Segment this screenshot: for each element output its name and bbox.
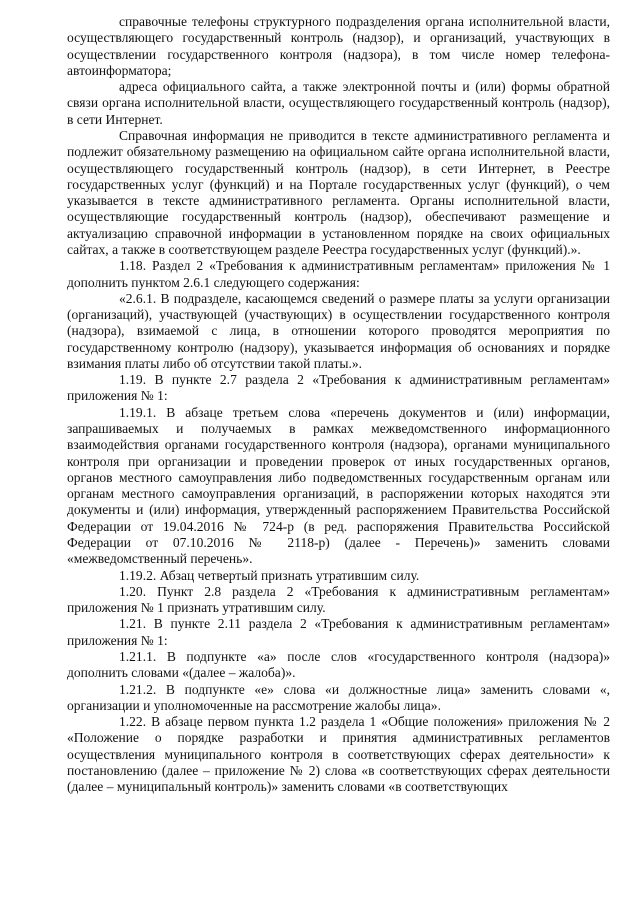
paragraph-1-20: 1.20. Пункт 2.8 раздела 2 «Требования к административным регламентам» приложения № 1 признать утратившим силу.: [67, 583, 610, 616]
paragraph-1-21: 1.21. В пункте 2.11 раздела 2 «Требования к административным регламентам» приложения № 1:: [67, 616, 610, 648]
paragraph-1-22: 1.22. В абзаце первом пункта 1.2 раздела 1 «Общие положения» приложения № 2 «Положение о порядке разработки и принятия административных регламентов осуществления муниципального контроля в соответствующих сферах деятельности» к постановлению (далее – приложение № 2) слова «в соответствующих сферах деятельности (далее – муниципальный контроль)» заменить словами «в соответствующих: [67, 714, 610, 795]
paragraph-reference-information: Справочная информация не приводится в тексте административного регламента и подлежит обязательному размещению на официальном сайте органа исполнительной власти, осуществляющего государственный контроль (надзор), в сети Интернет, в Реестре государственных услуг (функций) и на Портале государственных услуг (функций), о чем указывается в тексте административного регламента. Органы исполнительной власти, осуществляющие государственный контроль (надзор), обеспечивают размещение и актуализацию справочной информации в установленном порядке на своих официальных сайтах, а также в соответствующем разделе Реестра государственных услуг (функций).».: [67, 127, 610, 257]
paragraph-1-21-2: 1.21.2. В подпункте «е» слова «и должностные лица» заменить словами «, организации и уполномоченные на рассмотрение жалобы лица».: [67, 681, 610, 713]
paragraph-2-6-1: «2.6.1. В подразделе, касающемся сведений о размере платы за услуги организации (организаций), участвующей (участвующих) в осуществлении государственного контроля (надзора), взимаемой с лица, в отношении которого проводятся мероприятия по государственному контролю (надзору), указывается информация об основаниях и порядке взимания платы либо об отсутствии такой платы.».: [67, 290, 610, 371]
paragraph-1-19-1: 1.19.1. В абзаце третьем слова «перечень документов и (или) информации, запрашиваемых и получаемых в рамках межведомственного информационного взаимодействия органами государственного контроля (надзора), органами муниципального контроля при организации и проведении проверок от иных государственных органов, органов местного самоуправления либо подведомственных государственным органам или органам местного самоуправления организаций, в распоряжении которых находятся эти документы и (или) информация, утвержденный распоряжением Правительства Российской Федерации от 19.04.2016 № 724-р (в ред. распоряжения Правительства Российской Федерации от 07.10.2016 № 2118-р) (далее - Перечень)» заменить словами «межведомственный перечень».: [67, 404, 610, 567]
document-page: [67, 14, 610, 796]
paragraph-1-19: 1.19. В пункте 2.7 раздела 2 «Требования к административным регламентам» приложения № 1:: [67, 372, 610, 404]
paragraph-1-19-2: 1.19.2. Абзац четвертый признать утратившим силу.: [119, 567, 420, 583]
paragraph-1-18: 1.18. Раздел 2 «Требования к административным регламентам» приложения № 1 дополнить пунктом 2.6.1 следующего содержания:: [67, 258, 610, 290]
paragraph-1-21-1: 1.21.1. В подпункте «а» после слов «государственного контроля (надзора)» дополнить словами «(далее – жалоба)».: [67, 648, 610, 681]
paragraph-website-addresses: адреса официального сайта, а также электронной почты и (или) формы обратной связи органа исполнительной власти, осуществляющего государственный контроль (надзор), в сети Интернет.: [67, 79, 610, 127]
paragraph-reference-phones: справочные телефоны структурного подразделения органа исполнительной власти, осуществляющего государственный контроль (надзор), и организаций, участвующих в осуществлении государственного контроля (надзора), в том числе номер телефона-автоинформатора;: [67, 14, 610, 78]
